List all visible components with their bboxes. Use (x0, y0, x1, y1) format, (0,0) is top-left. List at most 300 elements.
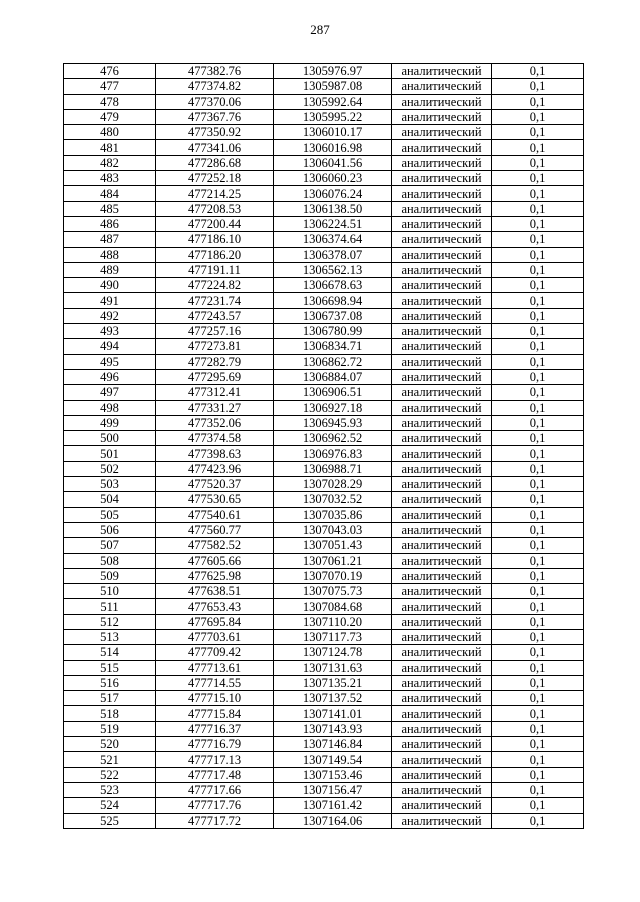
accuracy-cell: 0,1 (492, 216, 584, 231)
table-row (64, 614, 584, 629)
x-coordinate-cell: 477243.57 (156, 308, 274, 323)
y-coordinate-cell: 1307137.52 (274, 691, 392, 706)
point-number-cell: 497 (64, 385, 156, 400)
y-coordinate-cell: 1307161.42 (274, 798, 392, 813)
point-number-cell: 516 (64, 675, 156, 690)
x-coordinate-cell: 477717.66 (156, 782, 274, 797)
x-coordinate-cell: 477638.51 (156, 584, 274, 599)
method-cell: аналитический (392, 568, 492, 583)
table-row (64, 125, 584, 140)
x-coordinate-cell: 477716.79 (156, 737, 274, 752)
method-cell: аналитический (392, 507, 492, 522)
method-cell: аналитический (392, 415, 492, 430)
method-cell: аналитический (392, 94, 492, 109)
table-row (64, 64, 584, 79)
table-row (64, 339, 584, 354)
accuracy-cell: 0,1 (492, 140, 584, 155)
table-row (64, 553, 584, 568)
point-number-cell: 485 (64, 201, 156, 216)
method-cell: аналитический (392, 354, 492, 369)
point-number-cell: 505 (64, 507, 156, 522)
table-row (64, 308, 584, 323)
method-cell: аналитический (392, 798, 492, 813)
method-cell: аналитический (392, 721, 492, 736)
method-cell: аналитический (392, 477, 492, 492)
x-coordinate-cell: 477341.06 (156, 140, 274, 155)
point-number-cell: 482 (64, 155, 156, 170)
point-number-cell: 494 (64, 339, 156, 354)
point-number-cell: 489 (64, 262, 156, 277)
x-coordinate-cell: 477186.10 (156, 232, 274, 247)
x-coordinate-cell: 477214.25 (156, 186, 274, 201)
x-coordinate-cell: 477200.44 (156, 216, 274, 231)
x-coordinate-cell: 477717.72 (156, 813, 274, 828)
table-row (64, 782, 584, 797)
y-coordinate-cell: 1306138.50 (274, 201, 392, 216)
table-row (64, 216, 584, 231)
accuracy-cell: 0,1 (492, 79, 584, 94)
point-number-cell: 500 (64, 431, 156, 446)
y-coordinate-cell: 1305992.64 (274, 94, 392, 109)
table-row (64, 324, 584, 339)
point-number-cell: 503 (64, 477, 156, 492)
accuracy-cell: 0,1 (492, 64, 584, 79)
method-cell: аналитический (392, 752, 492, 767)
method-cell: аналитический (392, 79, 492, 94)
table-row (64, 369, 584, 384)
method-cell: аналитический (392, 369, 492, 384)
x-coordinate-cell: 477695.84 (156, 614, 274, 629)
method-cell: аналитический (392, 538, 492, 553)
accuracy-cell: 0,1 (492, 507, 584, 522)
accuracy-cell: 0,1 (492, 232, 584, 247)
x-coordinate-cell: 477653.43 (156, 599, 274, 614)
method-cell: аналитический (392, 675, 492, 690)
method-cell: аналитический (392, 431, 492, 446)
accuracy-cell: 0,1 (492, 614, 584, 629)
table-row (64, 660, 584, 675)
method-cell: аналитический (392, 782, 492, 797)
accuracy-cell: 0,1 (492, 782, 584, 797)
method-cell: аналитический (392, 109, 492, 124)
table-row (64, 278, 584, 293)
point-number-cell: 488 (64, 247, 156, 262)
point-number-cell: 491 (64, 293, 156, 308)
point-number-cell: 476 (64, 64, 156, 79)
accuracy-cell: 0,1 (492, 629, 584, 644)
table-row (64, 385, 584, 400)
x-coordinate-cell: 477282.79 (156, 354, 274, 369)
method-cell: аналитический (392, 262, 492, 277)
point-number-cell: 496 (64, 369, 156, 384)
accuracy-cell: 0,1 (492, 798, 584, 813)
accuracy-cell: 0,1 (492, 522, 584, 537)
y-coordinate-cell: 1306378.07 (274, 247, 392, 262)
point-number-cell: 502 (64, 461, 156, 476)
method-cell: аналитический (392, 247, 492, 262)
accuracy-cell: 0,1 (492, 721, 584, 736)
page-number: 287 (310, 22, 330, 37)
point-number-cell: 524 (64, 798, 156, 813)
method-cell: аналитический (392, 660, 492, 675)
method-cell: аналитический (392, 813, 492, 828)
x-coordinate-cell: 477191.11 (156, 262, 274, 277)
accuracy-cell: 0,1 (492, 155, 584, 170)
accuracy-cell: 0,1 (492, 247, 584, 262)
table-row (64, 522, 584, 537)
y-coordinate-cell: 1306906.51 (274, 385, 392, 400)
accuracy-cell: 0,1 (492, 109, 584, 124)
accuracy-cell: 0,1 (492, 415, 584, 430)
y-coordinate-cell: 1307117.73 (274, 629, 392, 644)
point-number-cell: 506 (64, 522, 156, 537)
x-coordinate-cell: 477286.68 (156, 155, 274, 170)
y-coordinate-cell: 1306862.72 (274, 354, 392, 369)
y-coordinate-cell: 1306698.94 (274, 293, 392, 308)
table-row (64, 293, 584, 308)
table-row (64, 645, 584, 660)
x-coordinate-cell: 477252.18 (156, 171, 274, 186)
x-coordinate-cell: 477717.48 (156, 767, 274, 782)
method-cell: аналитический (392, 186, 492, 201)
accuracy-cell: 0,1 (492, 431, 584, 446)
y-coordinate-cell: 1307153.46 (274, 767, 392, 782)
x-coordinate-cell: 477224.82 (156, 278, 274, 293)
y-coordinate-cell: 1307164.06 (274, 813, 392, 828)
x-coordinate-cell: 477582.52 (156, 538, 274, 553)
table-row (64, 354, 584, 369)
x-coordinate-cell: 477703.61 (156, 629, 274, 644)
y-coordinate-cell: 1307032.52 (274, 492, 392, 507)
table-row (64, 415, 584, 430)
y-coordinate-cell: 1307149.54 (274, 752, 392, 767)
point-number-cell: 519 (64, 721, 156, 736)
accuracy-cell: 0,1 (492, 538, 584, 553)
table-row (64, 262, 584, 277)
point-number-cell: 493 (64, 324, 156, 339)
method-cell: аналитический (392, 584, 492, 599)
x-coordinate-cell: 477352.06 (156, 415, 274, 430)
y-coordinate-cell: 1307143.93 (274, 721, 392, 736)
point-number-cell: 490 (64, 278, 156, 293)
method-cell: аналитический (392, 155, 492, 170)
x-coordinate-cell: 477714.55 (156, 675, 274, 690)
accuracy-cell: 0,1 (492, 660, 584, 675)
table-row (64, 400, 584, 415)
x-coordinate-cell: 477717.13 (156, 752, 274, 767)
x-coordinate-cell: 477540.61 (156, 507, 274, 522)
accuracy-cell: 0,1 (492, 584, 584, 599)
y-coordinate-cell: 1306945.93 (274, 415, 392, 430)
x-coordinate-cell: 477520.37 (156, 477, 274, 492)
point-number-cell: 498 (64, 400, 156, 415)
table-row (64, 79, 584, 94)
x-coordinate-cell: 477374.82 (156, 79, 274, 94)
y-coordinate-cell: 1306678.63 (274, 278, 392, 293)
accuracy-cell: 0,1 (492, 400, 584, 415)
table-row (64, 675, 584, 690)
accuracy-cell: 0,1 (492, 706, 584, 721)
y-coordinate-cell: 1306927.18 (274, 400, 392, 415)
y-coordinate-cell: 1306016.98 (274, 140, 392, 155)
point-number-cell: 521 (64, 752, 156, 767)
y-coordinate-cell: 1306780.99 (274, 324, 392, 339)
accuracy-cell: 0,1 (492, 553, 584, 568)
x-coordinate-cell: 477208.53 (156, 201, 274, 216)
point-number-cell: 481 (64, 140, 156, 155)
accuracy-cell: 0,1 (492, 477, 584, 492)
method-cell: аналитический (392, 522, 492, 537)
method-cell: аналитический (392, 553, 492, 568)
y-coordinate-cell: 1306737.08 (274, 308, 392, 323)
accuracy-cell: 0,1 (492, 599, 584, 614)
accuracy-cell: 0,1 (492, 293, 584, 308)
y-coordinate-cell: 1307156.47 (274, 782, 392, 797)
method-cell: аналитический (392, 278, 492, 293)
accuracy-cell: 0,1 (492, 767, 584, 782)
accuracy-cell: 0,1 (492, 492, 584, 507)
y-coordinate-cell: 1307131.63 (274, 660, 392, 675)
accuracy-cell: 0,1 (492, 278, 584, 293)
y-coordinate-cell: 1307141.01 (274, 706, 392, 721)
table-row (64, 109, 584, 124)
point-number-cell: 478 (64, 94, 156, 109)
x-coordinate-cell: 477331.27 (156, 400, 274, 415)
method-cell: аналитический (392, 400, 492, 415)
y-coordinate-cell: 1305995.22 (274, 109, 392, 124)
point-number-cell: 501 (64, 446, 156, 461)
x-coordinate-cell: 477398.63 (156, 446, 274, 461)
table-row (64, 737, 584, 752)
accuracy-cell: 0,1 (492, 324, 584, 339)
accuracy-cell: 0,1 (492, 385, 584, 400)
y-coordinate-cell: 1306562.13 (274, 262, 392, 277)
method-cell: аналитический (392, 385, 492, 400)
y-coordinate-cell: 1305987.08 (274, 79, 392, 94)
y-coordinate-cell: 1306041.56 (274, 155, 392, 170)
y-coordinate-cell: 1306962.52 (274, 431, 392, 446)
x-coordinate-cell: 477560.77 (156, 522, 274, 537)
point-number-cell: 507 (64, 538, 156, 553)
method-cell: аналитический (392, 645, 492, 660)
x-coordinate-cell: 477186.20 (156, 247, 274, 262)
point-number-cell: 523 (64, 782, 156, 797)
coordinates-table-body (64, 64, 584, 829)
point-number-cell: 512 (64, 614, 156, 629)
method-cell: аналитический (392, 125, 492, 140)
accuracy-cell: 0,1 (492, 461, 584, 476)
y-coordinate-cell: 1307124.78 (274, 645, 392, 660)
y-coordinate-cell: 1306976.83 (274, 446, 392, 461)
table-row (64, 431, 584, 446)
x-coordinate-cell: 477709.42 (156, 645, 274, 660)
point-number-cell: 525 (64, 813, 156, 828)
y-coordinate-cell: 1307110.20 (274, 614, 392, 629)
y-coordinate-cell: 1306076.24 (274, 186, 392, 201)
accuracy-cell: 0,1 (492, 675, 584, 690)
point-number-cell: 510 (64, 584, 156, 599)
point-number-cell: 483 (64, 171, 156, 186)
table-row (64, 568, 584, 583)
point-number-cell: 515 (64, 660, 156, 675)
method-cell: аналитический (392, 201, 492, 216)
point-number-cell: 517 (64, 691, 156, 706)
method-cell: аналитический (392, 308, 492, 323)
x-coordinate-cell: 477367.76 (156, 109, 274, 124)
table-row (64, 798, 584, 813)
coordinates-table (63, 63, 584, 829)
x-coordinate-cell: 477295.69 (156, 369, 274, 384)
table-row (64, 461, 584, 476)
point-number-cell: 484 (64, 186, 156, 201)
table-row (64, 629, 584, 644)
table-row (64, 813, 584, 828)
table-row (64, 140, 584, 155)
y-coordinate-cell: 1307043.03 (274, 522, 392, 537)
method-cell: аналитический (392, 232, 492, 247)
table-row (64, 201, 584, 216)
y-coordinate-cell: 1307051.43 (274, 538, 392, 553)
point-number-cell: 509 (64, 568, 156, 583)
x-coordinate-cell: 477382.76 (156, 64, 274, 79)
method-cell: аналитический (392, 737, 492, 752)
point-number-cell: 479 (64, 109, 156, 124)
table-row (64, 706, 584, 721)
method-cell: аналитический (392, 614, 492, 629)
point-number-cell: 520 (64, 737, 156, 752)
table-row (64, 94, 584, 109)
point-number-cell: 508 (64, 553, 156, 568)
point-number-cell: 495 (64, 354, 156, 369)
x-coordinate-cell: 477231.74 (156, 293, 274, 308)
method-cell: аналитический (392, 171, 492, 186)
method-cell: аналитический (392, 629, 492, 644)
accuracy-cell: 0,1 (492, 262, 584, 277)
x-coordinate-cell: 477530.65 (156, 492, 274, 507)
table-row (64, 538, 584, 553)
table-row (64, 186, 584, 201)
point-number-cell: 486 (64, 216, 156, 231)
accuracy-cell: 0,1 (492, 171, 584, 186)
y-coordinate-cell: 1307084.68 (274, 599, 392, 614)
accuracy-cell: 0,1 (492, 369, 584, 384)
accuracy-cell: 0,1 (492, 125, 584, 140)
x-coordinate-cell: 477713.61 (156, 660, 274, 675)
x-coordinate-cell: 477257.16 (156, 324, 274, 339)
y-coordinate-cell: 1306224.51 (274, 216, 392, 231)
y-coordinate-cell: 1305976.97 (274, 64, 392, 79)
accuracy-cell: 0,1 (492, 737, 584, 752)
y-coordinate-cell: 1306374.64 (274, 232, 392, 247)
method-cell: аналитический (392, 706, 492, 721)
point-number-cell: 518 (64, 706, 156, 721)
y-coordinate-cell: 1307135.21 (274, 675, 392, 690)
point-number-cell: 492 (64, 308, 156, 323)
method-cell: аналитический (392, 767, 492, 782)
table-row (64, 752, 584, 767)
method-cell: аналитический (392, 446, 492, 461)
x-coordinate-cell: 477423.96 (156, 461, 274, 476)
y-coordinate-cell: 1307070.19 (274, 568, 392, 583)
accuracy-cell: 0,1 (492, 813, 584, 828)
method-cell: аналитический (392, 492, 492, 507)
table-row (64, 232, 584, 247)
accuracy-cell: 0,1 (492, 691, 584, 706)
table-row (64, 171, 584, 186)
accuracy-cell: 0,1 (492, 645, 584, 660)
accuracy-cell: 0,1 (492, 94, 584, 109)
y-coordinate-cell: 1307028.29 (274, 477, 392, 492)
table-row (64, 446, 584, 461)
table-row (64, 507, 584, 522)
accuracy-cell: 0,1 (492, 752, 584, 767)
table-row (64, 584, 584, 599)
x-coordinate-cell: 477717.76 (156, 798, 274, 813)
y-coordinate-cell: 1306060.23 (274, 171, 392, 186)
accuracy-cell: 0,1 (492, 339, 584, 354)
y-coordinate-cell: 1307146.84 (274, 737, 392, 752)
method-cell: аналитический (392, 64, 492, 79)
y-coordinate-cell: 1306884.07 (274, 369, 392, 384)
accuracy-cell: 0,1 (492, 186, 584, 201)
table-row (64, 721, 584, 736)
x-coordinate-cell: 477715.84 (156, 706, 274, 721)
table-row (64, 492, 584, 507)
point-number-cell: 513 (64, 629, 156, 644)
point-number-cell: 480 (64, 125, 156, 140)
method-cell: аналитический (392, 293, 492, 308)
point-number-cell: 487 (64, 232, 156, 247)
y-coordinate-cell: 1307035.86 (274, 507, 392, 522)
accuracy-cell: 0,1 (492, 308, 584, 323)
y-coordinate-cell: 1307075.73 (274, 584, 392, 599)
x-coordinate-cell: 477716.37 (156, 721, 274, 736)
x-coordinate-cell: 477312.41 (156, 385, 274, 400)
y-coordinate-cell: 1306834.71 (274, 339, 392, 354)
point-number-cell: 499 (64, 415, 156, 430)
table-row (64, 247, 584, 262)
y-coordinate-cell: 1306988.71 (274, 461, 392, 476)
x-coordinate-cell: 477350.92 (156, 125, 274, 140)
x-coordinate-cell: 477715.10 (156, 691, 274, 706)
point-number-cell: 477 (64, 79, 156, 94)
method-cell: аналитический (392, 461, 492, 476)
y-coordinate-cell: 1306010.17 (274, 125, 392, 140)
x-coordinate-cell: 477370.06 (156, 94, 274, 109)
x-coordinate-cell: 477625.98 (156, 568, 274, 583)
x-coordinate-cell: 477374.58 (156, 431, 274, 446)
table-row (64, 691, 584, 706)
point-number-cell: 514 (64, 645, 156, 660)
table-row (64, 477, 584, 492)
point-number-cell: 522 (64, 767, 156, 782)
method-cell: аналитический (392, 216, 492, 231)
method-cell: аналитический (392, 599, 492, 614)
y-coordinate-cell: 1307061.21 (274, 553, 392, 568)
point-number-cell: 511 (64, 599, 156, 614)
accuracy-cell: 0,1 (492, 354, 584, 369)
table-row (64, 767, 584, 782)
method-cell: аналитический (392, 140, 492, 155)
x-coordinate-cell: 477273.81 (156, 339, 274, 354)
accuracy-cell: 0,1 (492, 201, 584, 216)
method-cell: аналитический (392, 324, 492, 339)
x-coordinate-cell: 477605.66 (156, 553, 274, 568)
method-cell: аналитический (392, 339, 492, 354)
accuracy-cell: 0,1 (492, 446, 584, 461)
point-number-cell: 504 (64, 492, 156, 507)
table-row (64, 155, 584, 170)
